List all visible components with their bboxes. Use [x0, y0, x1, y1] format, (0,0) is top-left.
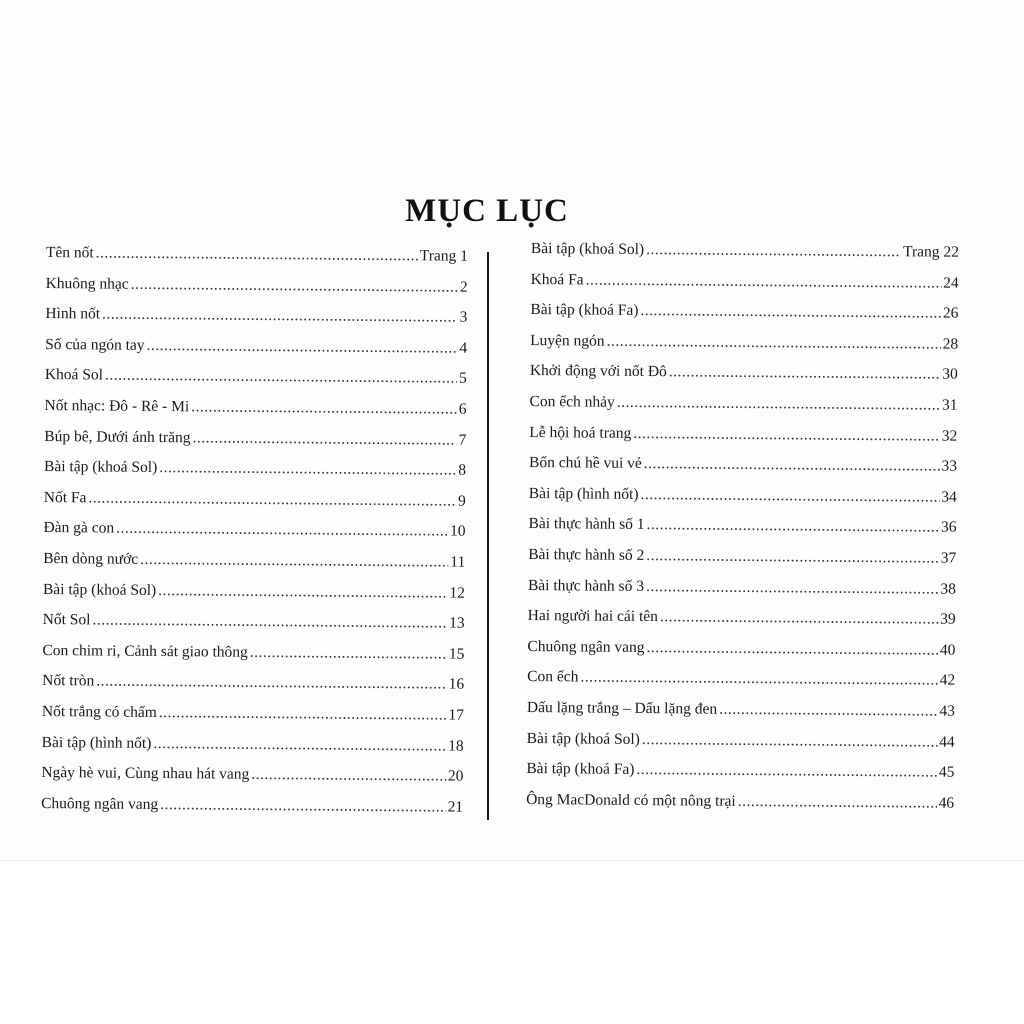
toc-entry — [44, 397, 466, 431]
toc-entry-title: Số của ngón tay — [45, 335, 145, 354]
toc-entry-page: 28 — [942, 335, 959, 353]
toc-entry-page: 34 — [941, 488, 957, 506]
toc-entry — [529, 424, 957, 458]
dot-leader — [617, 394, 940, 415]
toc-entry-title: Nốt Fa — [43, 488, 87, 507]
toc-entry-title: Luyện ngón — [530, 331, 605, 350]
toc-entry-title: Bên dòng nước — [43, 549, 139, 568]
dot-leader — [636, 761, 937, 782]
toc-entry — [530, 332, 958, 366]
toc-entry — [530, 301, 958, 335]
toc-entry-page: 40 — [939, 641, 956, 659]
toc-entry — [529, 454, 957, 488]
dot-leader — [250, 644, 447, 664]
dot-leader — [642, 730, 937, 751]
toc-entry — [528, 515, 956, 549]
toc-entry-page: 21 — [447, 798, 464, 816]
dot-leader — [660, 608, 938, 628]
toc-entry — [530, 271, 958, 305]
toc-entry-title: Hai người hai cái tên — [527, 607, 659, 626]
dot-leader — [160, 796, 446, 816]
toc-entry-title: Con ếch nhảy — [529, 392, 615, 411]
toc-entry-title: Khuông nhạc — [45, 274, 129, 293]
toc-entry — [531, 240, 959, 274]
toc-left-column — [41, 244, 468, 829]
toc-entry-page: 43 — [939, 702, 955, 720]
toc-entry — [44, 489, 466, 523]
toc-entry-title: Khoá Fa — [530, 270, 584, 289]
toc-entry-title: Lễ hội hoá trang — [529, 423, 632, 442]
toc-entry — [529, 485, 957, 519]
dot-leader — [96, 673, 447, 694]
toc-entry-title: Bài thực hành số 2 — [528, 545, 645, 564]
toc-entry-page: 13 — [449, 614, 465, 632]
toc-entry — [43, 611, 465, 645]
toc-entry-page: 46 — [938, 794, 955, 812]
dot-leader — [140, 551, 448, 572]
toc-entry-title: Bài tập (khoá Sol) — [43, 458, 158, 477]
dot-leader — [251, 766, 446, 786]
toc-entry-page: 16 — [448, 675, 465, 693]
dot-leader — [191, 398, 457, 418]
toc-entry-page: 4 — [459, 339, 468, 357]
dot-leader — [96, 244, 418, 265]
toc-entry-title: Bài tập (khoá Fa) — [530, 301, 639, 320]
dot-leader — [159, 704, 447, 725]
toc-entry — [42, 672, 464, 706]
toc-entry-title: Bài tập (khoá Sol) — [526, 729, 640, 748]
toc-entry-page: 20 — [447, 767, 464, 785]
dot-leader — [88, 489, 456, 510]
dot-leader — [646, 578, 939, 599]
dot-leader — [131, 275, 458, 296]
toc-entry — [43, 519, 465, 553]
toc-entry-page: 15 — [448, 645, 465, 663]
toc-entry — [528, 546, 956, 580]
dot-leader — [159, 459, 456, 480]
toc-entry-title: Nốt trắng có chấm — [41, 702, 157, 721]
toc-entry-title: Hình nốt — [45, 305, 101, 323]
toc-entry-title: Ngày hè vui, Cùng nhau hát vang — [41, 764, 250, 783]
toc-entry — [43, 581, 465, 615]
toc-entry-page: 42 — [939, 671, 956, 690]
toc-entry — [527, 699, 955, 733]
toc-entry-title: Bài thực hành số 3 — [527, 576, 645, 595]
toc-entry-page: 36 — [940, 518, 957, 537]
toc-entry — [527, 668, 955, 702]
toc-entry-page: 12 — [449, 584, 466, 602]
toc-entry-page: Trang 22 — [902, 243, 959, 261]
toc-entry-page: 6 — [458, 400, 467, 418]
toc-entry-page: 38 — [940, 580, 957, 598]
toc-entry-page: 32 — [941, 427, 958, 445]
toc-entry-title: Bài tập (khoá Sol) — [530, 240, 645, 258]
toc-entry-title: Nốt tròn — [42, 672, 95, 690]
toc-entry — [528, 577, 956, 611]
toc-entry-title: Ông MacDonald có một nông trại — [526, 790, 736, 810]
toc-entry-title: Chuông ngân vang — [527, 637, 645, 656]
toc-entry — [528, 607, 956, 641]
toc-entry — [45, 366, 467, 400]
toc-entry-page: 30 — [942, 365, 958, 384]
dot-leader — [102, 306, 458, 327]
toc-entry-page: 10 — [449, 522, 466, 541]
toc-entry — [526, 760, 954, 794]
toc-entry-page: 33 — [941, 457, 958, 475]
page-title: MỤC LỤC — [405, 193, 569, 229]
toc-entry — [44, 458, 466, 492]
toc-entry-title: Chuông ngân vang — [41, 794, 159, 813]
dot-leader — [580, 669, 937, 690]
dot-leader — [607, 332, 941, 353]
toc-entry-title: Bài tập (khoá Sol) — [42, 580, 157, 599]
toc-entry-title: Dấu lặng trắng – Dấu lặng đen — [526, 698, 718, 718]
toc-entry-title: Tên nốt — [45, 244, 94, 262]
toc-entry — [42, 703, 464, 737]
toc-entry-page: 8 — [458, 461, 467, 479]
toc-entry-page: 26 — [942, 304, 959, 322]
dot-leader — [633, 424, 940, 445]
toc-entry-page: 7 — [458, 431, 467, 449]
toc-entry-page: 39 — [940, 610, 956, 628]
dot-leader — [640, 486, 939, 507]
dot-leader — [158, 582, 447, 603]
toc-entry — [41, 795, 463, 829]
dot-leader — [719, 701, 937, 721]
toc-entry-title: Bài tập (hình nốt) — [41, 733, 152, 752]
dot-leader — [646, 639, 938, 660]
toc-entry — [41, 733, 463, 767]
dot-leader — [646, 516, 939, 537]
toc-entry-page: 17 — [448, 706, 464, 724]
toc-entry-page: 18 — [448, 737, 464, 755]
toc-right-column — [526, 240, 959, 825]
toc-entry-title: Con ếch — [527, 668, 579, 686]
toc-entry — [41, 764, 463, 798]
toc-entry-title: Nốt Sol — [42, 611, 91, 629]
toc-entry — [526, 729, 954, 763]
dot-leader — [640, 302, 941, 323]
toc-entry-page: 9 — [457, 492, 466, 510]
dot-leader — [586, 271, 942, 292]
toc-entry — [46, 244, 468, 278]
toc-entry — [45, 275, 467, 309]
dot-leader — [192, 429, 456, 449]
toc-entry-title: Bài thực hành số 1 — [528, 515, 645, 534]
dot-leader — [669, 364, 941, 384]
dot-leader — [105, 367, 457, 388]
dot-leader — [153, 734, 446, 755]
toc-entry — [526, 791, 954, 825]
toc-entry-page: 11 — [450, 553, 466, 571]
toc-entry — [44, 428, 466, 462]
dot-leader — [646, 241, 901, 261]
toc-entry-page: 37 — [940, 549, 957, 567]
toc-entry-title: Khởi động với nốt Đô — [529, 362, 667, 381]
toc-entry-title: Búp bê, Dưới ánh trăng — [44, 427, 191, 446]
toc-entry-page: 24 — [943, 274, 959, 292]
toc-entry — [529, 393, 957, 427]
toc-entry-page: 2 — [459, 278, 468, 296]
dot-leader — [116, 520, 448, 541]
toc-entry-page: Trang 1 — [419, 247, 468, 265]
dot-leader — [738, 793, 937, 813]
toc-entry — [527, 638, 955, 672]
toc-entry-page: 3 — [459, 308, 468, 326]
toc-entry — [530, 362, 958, 396]
toc-entry-page: 45 — [938, 763, 955, 781]
dot-leader — [646, 547, 939, 568]
column-divider — [487, 252, 489, 820]
toc-entry — [42, 642, 464, 676]
toc-entry-title: Bài tập (hình nốt) — [528, 484, 639, 503]
dot-leader — [92, 612, 447, 633]
toc-entry-page: 44 — [939, 733, 955, 751]
dot-leader — [146, 337, 457, 358]
toc-entry-title: Đàn gà con — [43, 519, 115, 537]
toc-entry-title: Con chim ri, Cảnh sát giao thông — [42, 641, 248, 661]
toc-entry-title: Bài tập (khoá Fa) — [526, 760, 635, 779]
toc-entry-title: Nốt nhạc: Đô - Rê - Mi — [44, 396, 190, 416]
toc-entry — [45, 305, 467, 339]
toc-entry-page: 31 — [942, 396, 958, 414]
toc-entry-title: Khoá Sol — [44, 366, 104, 384]
toc-entry-title: Bốn chú hề vui vẻ — [528, 454, 642, 473]
toc-entry — [43, 550, 465, 584]
dot-leader — [644, 455, 940, 476]
toc-entry-page: 5 — [459, 369, 467, 388]
toc-entry — [45, 336, 467, 370]
